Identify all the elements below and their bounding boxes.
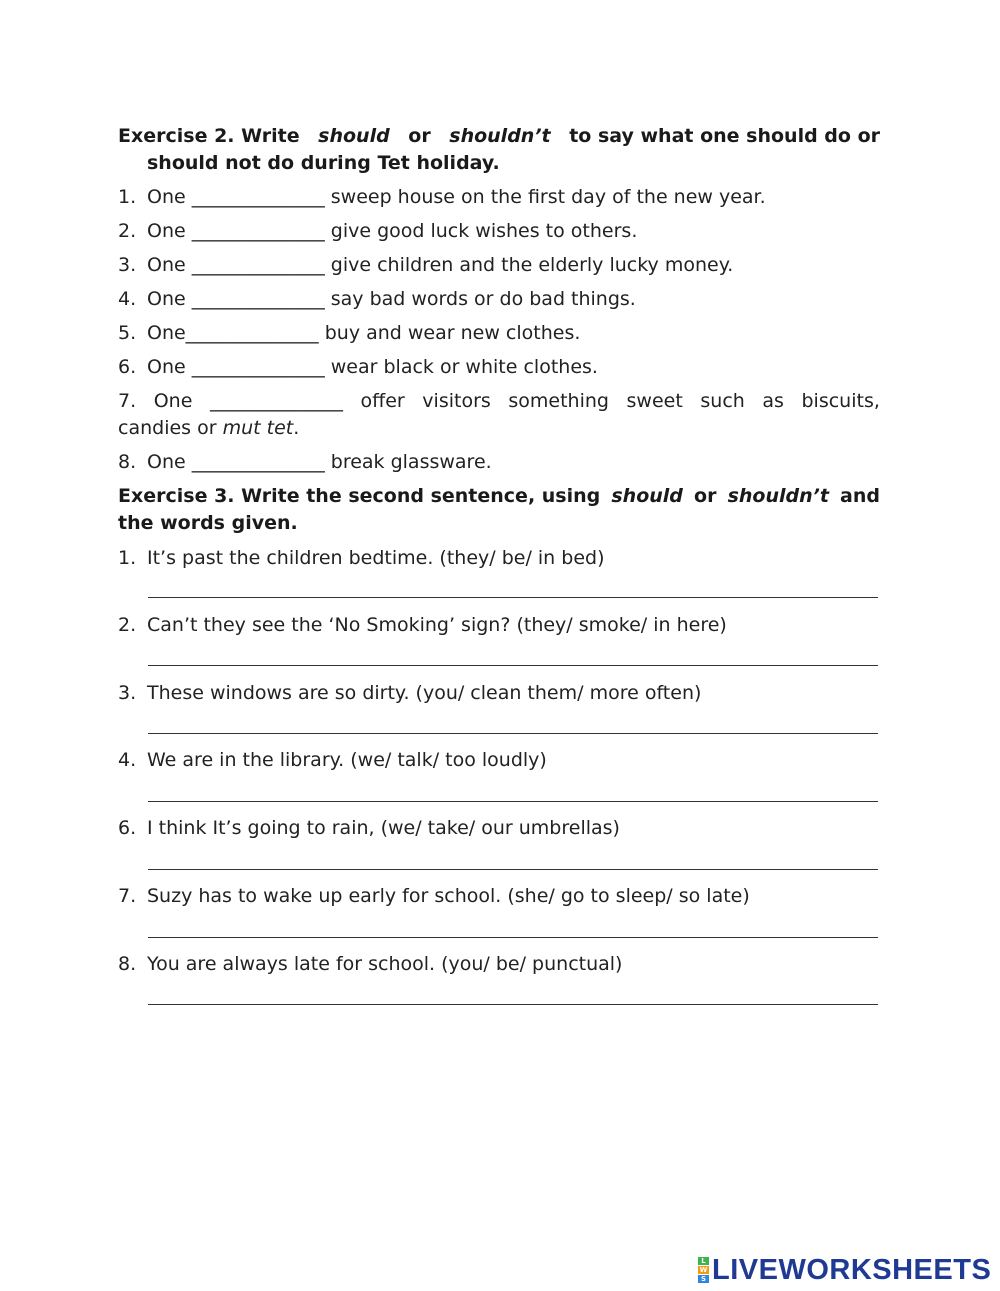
- exercise-2-item: [118, 184, 880, 211]
- item-7-word: One: [153, 390, 193, 412]
- item-number: 4.: [118, 288, 137, 310]
- item-7-line2-italic: mut tet: [222, 417, 294, 439]
- item-7-line2-suffix: .: [293, 417, 300, 439]
- exercise-2-item: [118, 354, 880, 381]
- exercise-2-title-shouldnt: shouldn’t: [449, 125, 551, 147]
- exercise-3-heading: [118, 483, 880, 537]
- exercise-3-item: [118, 545, 880, 572]
- item-number: 7.: [118, 885, 137, 907]
- exercise-3-title-or: or: [694, 485, 717, 507]
- item-text: One ______________ give good luck wishes to others.: [147, 220, 638, 242]
- answer-line[interactable]: [148, 597, 878, 598]
- exercise-3-title-prefix: Exercise 3. Write the second sentence, using: [118, 485, 601, 507]
- exercise-3-title-should: should: [611, 485, 683, 507]
- exercise-3-title-line2: the words given.: [118, 512, 298, 534]
- item-number: 3.: [118, 682, 137, 704]
- item-7-line2: [118, 415, 880, 442]
- item-text: I think It’s going to rain, (we/ take/ our umbrellas): [147, 817, 620, 839]
- answer-line[interactable]: [148, 801, 878, 802]
- answer-line[interactable]: [148, 937, 878, 938]
- exercise-3-title-and: and: [840, 485, 880, 507]
- logo-text: LIVEWORKSHEETS: [712, 1253, 992, 1286]
- item-7-word: such: [700, 390, 745, 412]
- item-number: 2.: [118, 220, 137, 242]
- exercise-3-item: [118, 815, 880, 842]
- exercise-2-heading: [118, 123, 880, 177]
- item-7-word: ______________: [209, 390, 343, 412]
- exercise-2-item: [118, 320, 880, 347]
- item-number: 4.: [118, 749, 137, 771]
- item-number: 3.: [118, 254, 137, 276]
- item-number: 6.: [118, 817, 137, 839]
- item-text: One ______________ say bad words or do bad things.: [147, 288, 636, 310]
- exercise-3-item: [118, 612, 880, 639]
- item-text: One______________ buy and wear new clothes.: [147, 322, 581, 344]
- answer-line[interactable]: [148, 1004, 878, 1005]
- exercise-3-item: [118, 883, 880, 910]
- item-7-line2-prefix: candies or: [118, 417, 217, 439]
- item-number: 6.: [118, 356, 137, 378]
- item-7-word: biscuits,: [801, 390, 880, 412]
- item-text: Can’t they see the ‘No Smoking’ sign? (they/ smoke/ in here): [147, 614, 727, 636]
- exercise-2-item: [118, 252, 880, 279]
- exercise-2-title-prefix: Exercise 2. Write: [118, 125, 300, 147]
- exercise-3-title-shouldnt: shouldn’t: [727, 485, 829, 507]
- item-text: Suzy has to wake up early for school. (she/ go to sleep/ so late): [147, 885, 750, 907]
- exercise-2-title-line2: should not do during Tet holiday.: [147, 152, 500, 174]
- logo-blocks-icon: [698, 1257, 709, 1283]
- item-7-word: something: [508, 390, 609, 412]
- exercise-2-item: [118, 449, 880, 476]
- exercise-2-title-should: should: [318, 125, 390, 147]
- answer-line[interactable]: [148, 733, 878, 734]
- answer-line[interactable]: [148, 665, 878, 666]
- item-number: 8.: [118, 953, 137, 975]
- item-number: 1.: [118, 186, 137, 208]
- item-text: You are always late for school. (you/ be/ punctual): [147, 953, 623, 975]
- item-number: 8.: [118, 451, 137, 473]
- item-7-word: visitors: [422, 390, 491, 412]
- item-text: It’s past the children bedtime. (they/ be/ in bed): [147, 547, 605, 569]
- exercise-2-title-or: or: [408, 125, 431, 147]
- answer-line[interactable]: [148, 869, 878, 870]
- item-text: One ______________ sweep house on the first day of the new year.: [147, 186, 766, 208]
- logo-block: S: [698, 1275, 709, 1283]
- exercise-2-item-7: [118, 388, 880, 442]
- logo-block: L: [698, 1257, 709, 1265]
- item-text: One ______________ give children and the elderly lucky money.: [147, 254, 734, 276]
- exercise-2-title-rest1: to say what one should do or: [569, 125, 880, 147]
- logo-block: W: [699, 1266, 708, 1274]
- item-text: One ______________ break glassware.: [147, 451, 492, 473]
- item-7-justified-line: [118, 388, 880, 415]
- item-7-word: sweet: [626, 390, 683, 412]
- exercise-3-item: [118, 747, 880, 774]
- item-7-word: as: [762, 390, 784, 412]
- exercise-3-item: [118, 680, 880, 707]
- item-7-word: offer: [360, 390, 405, 412]
- item-text: We are in the library. (we/ talk/ too loudly): [147, 749, 547, 771]
- liveworksheets-logo: [698, 1254, 991, 1286]
- item-text: One ______________ wear black or white clothes.: [147, 356, 598, 378]
- item-number: 2.: [118, 614, 137, 636]
- exercise-3-item: [118, 951, 880, 978]
- exercise-2-item: [118, 218, 880, 245]
- item-number: 5.: [118, 322, 137, 344]
- item-number: 1.: [118, 547, 137, 569]
- exercise-2-item: [118, 286, 880, 313]
- item-text: These windows are so dirty. (you/ clean them/ more often): [147, 682, 702, 704]
- item-7-word: 7.: [118, 390, 137, 412]
